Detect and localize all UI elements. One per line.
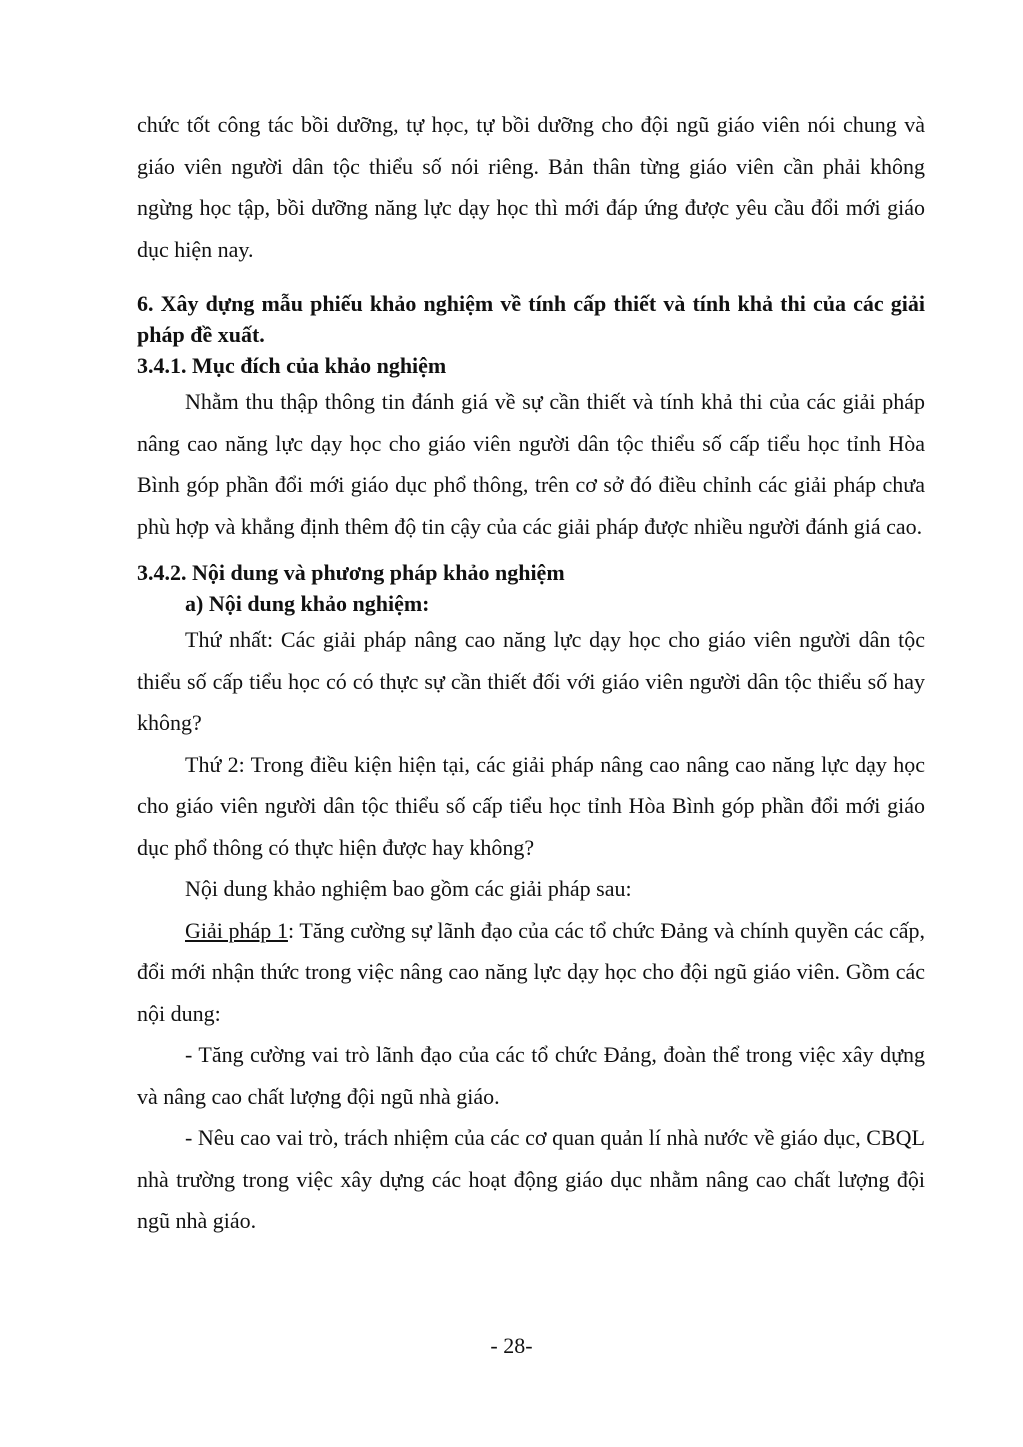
subsection-heading-3-4-1: 3.4.1. Mục đích của khảo nghiệm (137, 353, 447, 378)
paragraph-content-intro: Nội dung khảo nghiệm bao gồm các giải pháp sau: (185, 876, 632, 901)
paragraph-second-question: Thứ 2: Trong điều kiện hiện tại, các giải pháp nâng cao nâng cao năng lực dạy học cho giáo viên người dân tộc thiểu số cấp tiểu học tỉnh Hòa Bình góp phần đổi mới giáo dục phổ thông có thực hiện được hay không? (137, 751, 925, 860)
section-heading-6: 6. Xây dựng mẫu phiếu khảo nghiệm về tính cấp thiết và tính khả thi của các giải pháp đề xuất. (137, 291, 925, 347)
page-number: - 28- (490, 1333, 533, 1358)
paragraph-intro: chức tốt công tác bồi dưỡng, tự học, tự bồi dưỡng cho đội ngũ giáo viên nói chung và giáo viên người dân tộc thiểu số nói riêng. Bản thân từng giáo viên cần phải không ngừng học tập, bồi dưỡng năng lực dạy học thì mới đáp ứng được yêu cầu đổi mới giáo dục hiện nay. (137, 112, 925, 262)
item-heading-a: a) Nội dung khảo nghiệm: (185, 591, 430, 616)
subsection-heading-3-4-2: 3.4.2. Nội dung và phương pháp khảo nghiệm (137, 560, 565, 585)
paragraph-bullet-1: - Tăng cường vai trò lãnh đạo của các tổ chức Đảng, đoàn thể trong việc xây dựng và nâng cao chất lượng đội ngũ nhà giáo. (137, 1042, 925, 1109)
solution-1-label: Giải pháp 1 (185, 917, 288, 943)
document-page (137, 104, 925, 1242)
paragraph-first-question: Thứ nhất: Các giải pháp nâng cao năng lực dạy học cho giáo viên người dân tộc thiểu số cấp tiểu học có có thực sự cần thiết đối với giáo viên người dân tộc thiểu số hay không? (137, 627, 925, 735)
solution-1-text: : Tăng cường sự lãnh đạo của các tổ chức Đảng và chính quyền các cấp, đổi mới nhận thức trong việc nâng cao năng lực dạy học cho đội ngũ giáo viên. Gồm các nội dung: (137, 917, 925, 1026)
paragraph-solution-1 (137, 910, 925, 1035)
paragraph-bullet-2: - Nêu cao vai trò, trách nhiệm của các cơ quan quản lí nhà nước về giáo dục, CBQL nhà trường trong việc xây dựng các hoạt động giáo dục nhằm nâng cao chất lượng đội ngũ nhà giáo. (137, 1125, 925, 1233)
paragraph-purpose: Nhằm thu thập thông tin đánh giá về sự cần thiết và tính khả thi của các giải pháp nâng cao năng lực dạy học cho giáo viên người dân tộc thiểu số cấp tiểu học tỉnh Hòa Bình góp phần đổi mới giáo dục phổ thông, trên cơ sở đó điều chỉnh các giải pháp chưa phù hợp và khẳng định thêm độ tin cậy của các giải pháp được nhiều người đánh giá cao. (137, 389, 925, 539)
